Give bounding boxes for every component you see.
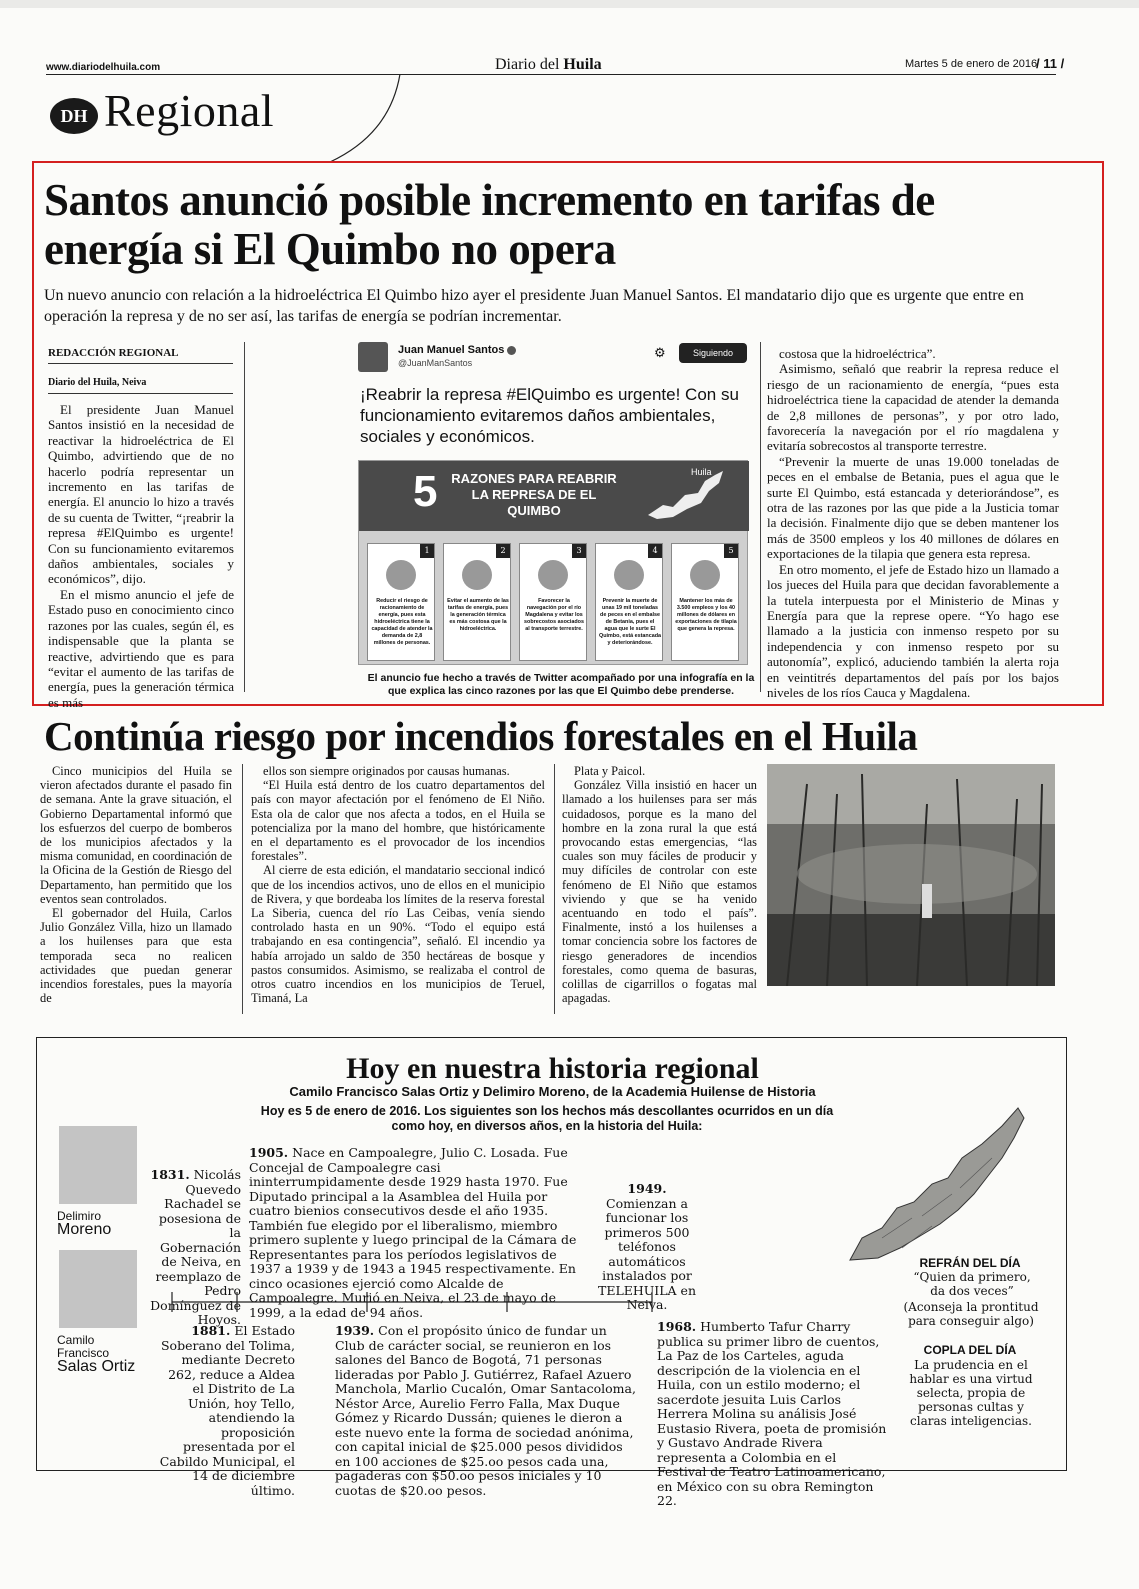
article1-byline: REDACCIÓN REGIONAL (48, 347, 179, 359)
section-title: Regional (104, 85, 275, 136)
huila-map-icon (643, 467, 733, 521)
infographic-header (359, 461, 749, 531)
person2-last: Salas Ortiz (57, 1358, 136, 1375)
event-text: Humberto Tafur Charry publica su primer libro de cuentos, La Paz de los Carteles, aguda descripción de la violencia en el Huila, con un estilo moderno; el sacerdote jesuita Luis Carlos Herrera Molina su análisis José Eustasio Rivera, poeta de promisión y Gustavo Andrade Rivera representa a Colombia en el Festival de Teatro Latinoamericano, en México con su obra Remington 22. (657, 1319, 887, 1508)
column-divider (760, 342, 761, 692)
infographic-number: 5 (413, 467, 438, 516)
refran-heading: REFRÁN DEL DÍA (919, 1256, 1021, 1270)
person1-name (57, 1210, 111, 1237)
boat-icon (538, 560, 568, 590)
event-year: 1949. (627, 1181, 667, 1196)
paragraph: ellos son siempre originados por causas humanas. (263, 764, 510, 778)
reason-text: Reducir el riesgo de racionamiento de energía, pues esta hidroeléctrica tiene la capacidad de atender la demanda de 2,8 millones de personas. (371, 598, 433, 646)
reason-card-5 (671, 543, 739, 661)
article2-headline: Continúa riesgo por incendios forestales en el Huila (44, 713, 918, 759)
page-number: / 11 / (1036, 56, 1065, 71)
reason-number: 3 (572, 544, 586, 558)
tweet-text: ¡Reabrir la represa #ElQuimbo es urgente! Con su funcionamiento evitaremos daños ambientales, sociales y económicos. (360, 385, 739, 446)
person1-last: Moreno (57, 1221, 112, 1238)
event-text: Comienzan a funcionar los primeros 500 teléfonos automáticos instalados por TELEHUILA en Neiva. (597, 1195, 696, 1312)
person1-first: Delimiro (57, 1209, 102, 1223)
tweet-author-name[interactable] (398, 344, 516, 356)
event-1968 (657, 1320, 889, 1509)
dh-logo: DH (50, 98, 98, 134)
reason-text: Mantener los más de 3.500 empleos y los 40 millones de dólares en exportaciones de tilapia que genera la represa. (675, 598, 737, 632)
infographic-brand: Huila (691, 467, 712, 477)
reason-text: Prevenir la muerte de unas 19 mil toneladas de peces en el embalse de Betania, pues el agua que le surte El Quimbo, está estancada y deteriorándose. (599, 598, 662, 646)
avatar[interactable] (358, 342, 388, 372)
scan-top-strip (0, 0, 1139, 8)
paragraph: Al cierre de esta edición, el mandatario seccional indicó que de los incendios activos, uno de ellos en el municipio de Rivera, y que bordeaba los límites de la reserva forestal La Siberia, cuenca del río Las Ceibas, venía siendo controlado hasta en un 90%. “Todo el equipo está trabajando en esa contingencia”, señaló. El incendio ya había arrojado un saldo de 350 hectáreas de bosque y pastos consumidos. Asimismo, se realizaba el control de otros cuatro incendios en los municipios de Teruel, Timaná, La (251, 863, 545, 1006)
site-url[interactable]: www.diariodelhuila.com (46, 62, 161, 73)
portrait-delimiro-moreno (59, 1126, 137, 1204)
history-intro: Hoy es 5 de enero de 2016. Los siguientes son los hechos más descollantes ocurridos en un día como hoy, en diversos años, en la historia del Huila: (260, 1104, 834, 1133)
newspaper-name-light: Diario del (495, 56, 564, 73)
article1-place: Diario del Huila, Neiva (48, 377, 147, 388)
paragraph: Cinco municipios del Huila se vieron afectados durante el pasado fin de semana. Ante la grave situación, el Gobierno Departamental informó que los esfuerzos del cuerpo de bomberos de los municipios afectados y la misma comunidad, en coordinación de la Oficina de la Gestión de Riesgo del Departamento, han permitido que los eventos sean controlados. (40, 764, 232, 906)
article1-headline: Santos anunció posible incremento en tarifas de energía si El Quimbo no opera (44, 175, 935, 274)
article1-column-1 (48, 402, 234, 710)
event-year: 1831. (150, 1167, 190, 1182)
follow-button[interactable]: Siguiendo (679, 343, 747, 363)
portrait-camilo-salas (59, 1250, 137, 1328)
reason-number: 1 (420, 544, 434, 558)
column-divider (244, 342, 245, 692)
reason-number: 5 (724, 544, 738, 558)
event-text: Nace en Campoalegre, Julio C. Losada. Fue Concejal de Campoalegre casi ininterrumpidamente desde 1929 hasta 1970. Fue Diputado principal a la Asamblea del Huila por cuatro bienios consecutivos desde el año 1935. También fue elegido por el liberalismo, miembro primero suplente y luego principal de la Cámara de Representantes para los períodos legislativos de 1937 a 1939 y de 1943 a 1945 respectivamente. En cinco ocasiones ejerció como Alcalde de Campoalegre. Murió en Neiva, el 23 de mayo de 1999, a la edad de 94 años. (249, 1145, 577, 1320)
paragraph: “Prevenir la muerte de unas 19.000 toneladas de peces en el embalse de Betania, pues el agua que le surte El Quimbo, está estancada y deteriorándose”, es otra de las razones por las que pide a la Justicia tomar la decisión. Finalmente dijo que se deben mantener los más de 3500 empleos y los 40 millones de dólares en exportaciones de la tilapia que genera esta represa. (767, 453, 1059, 562)
paragraph: Asimismo, señaló que reabrir la represa reduce el riesgo de un racionamiento de energía, “pues esta hidroeléctrica tiene la capacidad de atender la demanda de 2,8 millones de personas”, y por otro lado, favorecería la navegación por el río magdalena y evitaría sobrecostos al transporte terrestre. (767, 361, 1059, 454)
refran-text: “Quien da primero, da dos veces” (913, 1270, 1031, 1298)
copla-text: La prudencia en el hablar es una virtud selecta, propia de personas cultas y claras inteligencias. (909, 1358, 1033, 1428)
paragraph: Plata y Paicol. (574, 764, 646, 778)
event-year: 1905. (249, 1145, 289, 1160)
huila-map (842, 1098, 1032, 1268)
history-title: Hoy en nuestra historia regional (346, 1052, 759, 1085)
event-text: Nicolás Quevedo Rachadel se posesiona de la Gobernación de Neiva, en reemplazo de Pedro Domínguez de Hoyos. (150, 1167, 241, 1327)
reason-card-2 (443, 543, 511, 661)
paragraph: El gobernador del Huila, Carlos Julio González Villa, hizo un llamado a los huilenses para que esta temporada seca no realicen actividades que puedan generar incendios forestales, pues la mayoría de (40, 906, 232, 1006)
event-year: 1968. (657, 1319, 697, 1334)
verified-icon (507, 346, 516, 355)
reason-card-3 (519, 543, 587, 661)
event-text: Con el propósito único de fundar un Club de carácter social, se reunieron en los salones del Banco de Bogotá, 71 personas lideradas por Pablo J. Gutiérrez, Rafael Azuero Manchola, Marlio Cucalón, Omar Santacoloma, Néstor Arce, Aurelio Ferro Falla, Max Duque Gómez y Ricardo Dussán; quienes le dieron a este nuevo ente la forma de sociedad anónima, con capital inicial de $25.000 pesos divididos en 100 acciones de $25.oo pesos cada una, pagaderas con $50.oo pesos iniciales y 10 cuotas de $20.oo pesos. (335, 1323, 636, 1498)
reason-number: 4 (648, 544, 662, 558)
infographic (358, 460, 748, 665)
infographic-title: RAZONES PARA REABRIR LA REPRESA DE EL QUIMBO (451, 471, 617, 518)
gear-icon[interactable]: ⚙ (654, 346, 666, 361)
reason-number: 2 (496, 544, 510, 558)
refran-note: (Aconseja la prontitud para conseguir algo) (903, 1300, 1039, 1328)
embedded-tweet (352, 340, 752, 670)
header-rule (46, 74, 1056, 75)
reason-card-1 (367, 543, 435, 661)
paragraph: En otro momento, el jefe de Estado hizo un llamado a los jueces del Huila para que decidan favorablemente a la tutela interpuesta por el Ministerio de Minas y Energía para que la represe opere. “Yo hago ese llamado a la justicia con inmenso respeto por su independencia y con inmenso respeto por su autonomía”, explicó, aduciendo también la alerta roja en veintitrés departamentos del país por los bajos niveles de los ríos Cauca y Magdalena. (767, 561, 1059, 700)
forest-fire-photo (767, 764, 1055, 986)
section-swoosh (330, 74, 410, 164)
article2-column-2 (251, 764, 545, 1005)
tweet-caption: El anuncio fue hecho a través de Twitter acompañado por una infografía en la que explica las cinco razones por las que El Quimbo debe prenderse. (367, 672, 755, 697)
paragraph: González Villa insistió en hacer un llamado a los huilenses para ser más cuidadosos, porque es la mano del hombre en la zona rural la que está provocando estas emergencias, “las cuales son muy fáciles de producir y muy difíciles de controlar con este fenómeno de El Niño que estamos viviendo y que se ha venido acentuando en todo el país”. Finalmente, instó a los huilenses a tomar conciencia sobre los factores de riesgo generadores de incendios forestales, como quema de basuras, colillas de cigarrillos o fogatas mal apagadas. (562, 778, 757, 1006)
issue-date: Martes 5 de enero de 2016 (905, 58, 1038, 70)
tilapia-icon (690, 560, 720, 590)
byline-rule (48, 363, 233, 364)
article2-column-1 (40, 764, 232, 1005)
copla-heading: COPLA DEL DÍA (923, 1343, 1017, 1357)
reason-text: Favorecer la navegación por el río Magdalena y evitar los sobrecostos asociados al transporte terrestre. (524, 598, 584, 632)
reason-text: Evitar el aumento de las tarifas de energía, pues la generación térmica es más costosa que la hidroeléctrica. (447, 598, 509, 632)
person2-name (57, 1334, 147, 1374)
event-1881 (155, 1324, 295, 1498)
person2-first: Camilo Francisco (57, 1333, 110, 1360)
event-1939 (335, 1324, 639, 1498)
event-year: 1881. (191, 1323, 231, 1338)
event-year: 1939. (335, 1323, 375, 1338)
paragraph: El presidente Juan Manuel Santos insistió en la necesidad de reactivar la hidroeléctrica de El Quimbo, advirtiendo que de no hacerlo podría representar un incremento en las tarifas de energía. El anuncio lo hizo a través de su cuenta de Twitter, “¡reabrir la represa #ElQuimbo es urgente! Con su funcionamiento evitaremos daños ambientales, sociales y económicos”, dijo. (48, 402, 234, 587)
column-divider (554, 764, 555, 1014)
fish-icon (614, 560, 644, 590)
history-authors: Camilo Francisco Salas Ortiz y Delimiro Moreno, de la Academia Huilense de Historia (289, 1084, 816, 1099)
tweet-author-label: Juan Manuel Santos (398, 344, 505, 356)
tweet-handle[interactable]: @JuanManSantos (398, 358, 473, 368)
history-box (36, 1037, 1067, 1508)
column-divider (242, 764, 243, 1014)
place-rule (48, 393, 233, 394)
paragraph: En el mismo anuncio el jefe de Estado puso en conocimiento cinco razones por las cuales, según él, es indispensable que la planta se reactive, advirtiendo que es para “evitar el aumento de las tarifas de energía, pues la generación térmica es más (48, 586, 234, 710)
newspaper-name (495, 56, 602, 74)
article2-column-3 (562, 764, 757, 1005)
coins-icon (462, 560, 492, 590)
article1-lead: Un nuevo anuncio con relación a la hidroeléctrica El Quimbo hizo ayer el presidente Juan Manuel Santos. El mandatario dijo que es urgente que entre en operación la represa y de no ser así, las tarifas de energía se podrían incrementar. (44, 287, 1024, 325)
paragraph: costosa que la hidroeléctrica”. (779, 346, 936, 361)
paragraph: “El Huila está dentro de los cuatro departamentos del país con mayor afectación por el fenómeno de El Niño. Esta ola de calor que nos afecta a todos, en el Huila se potencializa por la mano del hombre, que históricamente en el departamento es el provocador de los incendios forestales”. (251, 778, 545, 864)
bulb-icon (386, 560, 416, 590)
newspaper-name-bold: Huila (563, 56, 602, 73)
reason-card-4 (595, 543, 663, 661)
article1-column-3 (767, 346, 1059, 700)
event-text: El Estado Soberano del Tolima, mediante Decreto 262, reduce a Aldea el Distrito de La Unión, hoy Tello, atendiendo la proposición presentada por el Cabildo Municipal, el 14 de diciembre último. (159, 1323, 295, 1498)
